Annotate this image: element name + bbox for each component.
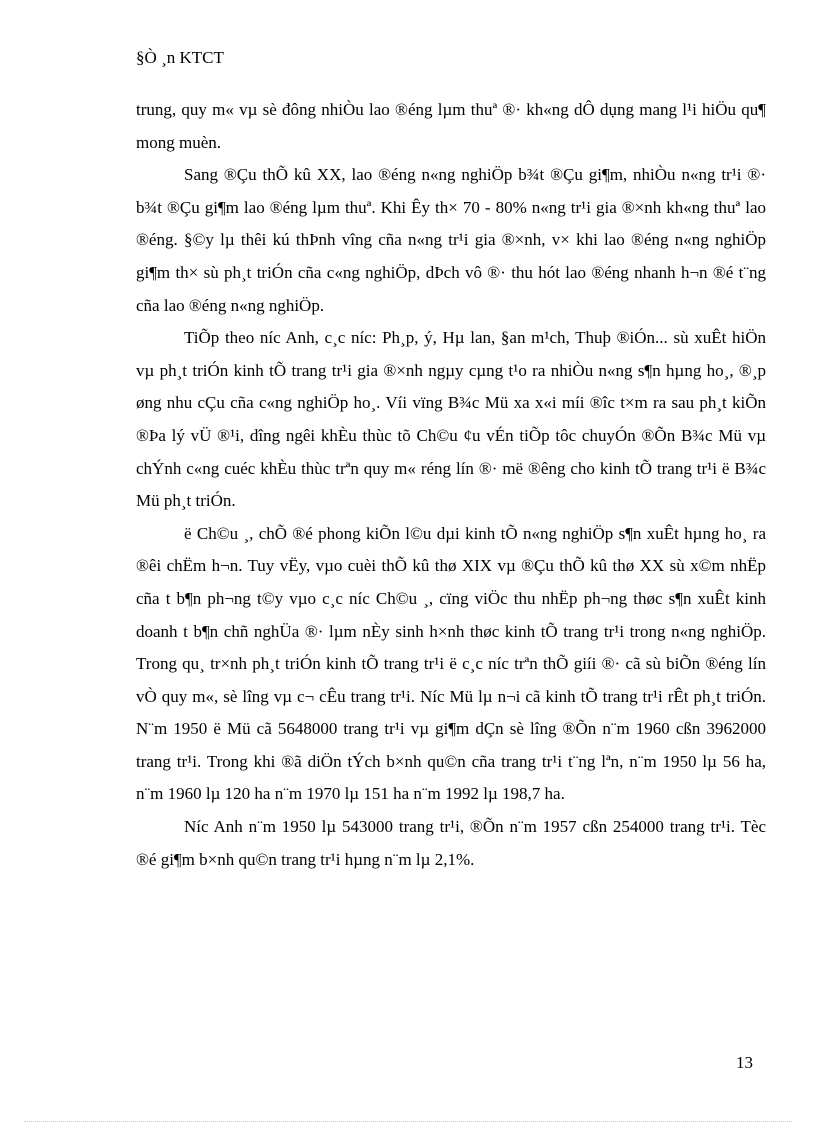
- page-number: 13: [736, 1053, 753, 1072]
- paragraph: Níc Anh n¨m 1950 lµ 543000 trang tr¹i, ®Õn n¨m 1957 cßn 254000 trang tr¹i. Tèc ®é gi¶m b×nh qu©n trang tr¹i hµng n¨m lµ 2,1%.: [136, 817, 766, 869]
- footer-divider: [24, 1121, 792, 1122]
- paragraph: trung, quy m« vµ sè đông nhiÒu lao ®éng lµm thuª ®· kh«ng dÔ dụng mang l¹i hiÖu qu¶ mong muèn.: [136, 100, 766, 152]
- paragraph: ë Ch©u ¸, chÕ ®é phong kiÕn l©u dµi kinh tÕ n«ng nghiÖp s¶n xuÊt hµng ho¸ ra ®êi chËm h¬n. Tuy vËy, vµo cuèi thÕ kû thø XIX vµ ®Çu thÕ kû thø XX sù x©m nhËp cña t b¶n ph¬ng t©y vµo c¸c níc Ch©u ¸, cïng viÖc thu nhËp ph¬ng thøc s¶n xuÊt kinh doanh t b¶n chñ nghÜa ®· lµm nÈy sinh h×nh thøc kinh tÕ trang tr¹i trong n«ng nghiÖp. Trong qu¸ tr×nh ph¸t triÓn kinh tÕ trang tr¹i ë c¸c níc trªn thÕ giíi ®· cã sù biÕn ®éng lín vÒ quy m«, sè lîng vµ c¬ cÊu trang tr¹i. Níc Mü lµ n¬i cã kinh tÕ trang tr¹i rÊt ph¸t triÓn. N¨m 1950 ë Mü cã 5648000 trang tr¹i vµ gi¶m dÇn sè lîng ®Õn n¨m 1960 cßn 3962000 trang tr¹i. Trong khi ®ã diÖn tÝch b×nh qu©n cña trang tr¹i t¨ng lªn, n¨m 1950 lµ 56 ha, n¨m 1960 lµ 120 ha n¨m 1970 lµ 151 ha n¨m 1992 lµ 198,7 ha.: [136, 523, 766, 804]
- page-header: §Ò ¸n KTCT: [136, 48, 224, 67]
- paragraph: Sang ®Çu thÕ kû XX, lao ®éng n«ng nghiÖp b¾t ®Çu gi¶m, nhiÒu n«ng tr¹i ®· b¾t ®Çu gi¶m lao ®éng lµm thuª. Khi Êy th× 70 - 80% n«ng tr¹i gia ®×nh kh«ng thuª lao ®éng. §©y lµ thêi kú thÞnh vîng cña n«ng tr¹i gia ®×nh, v× khi lao ®éng n«ng nghiÖp gi¶m th× sù ph¸t triÓn cña c«ng nghiÖp, dÞch vô ®· thu hót lao ®éng nhanh h¬n ®é t¨ng cña lao ®éng n«ng nghiÖp.: [136, 165, 766, 315]
- paragraph: TiÕp theo níc Anh, c¸c níc: Ph¸p, ý, Hµ lan, §an m¹ch, Thuþ ®iÓn... sù xuÊt hiÖn vµ ph¸t triÓn kinh tÕ trang tr¹i gia ®×nh ngµy cµng t¹o ra nhiÒu n«ng s¶n hµng ho¸, ®¸p øng nhu cÇu cña c«ng nghiÖp ho¸. Víi vïng B¾c Mü xa x«i míi ®îc t×m ra sau ph¸t kiÕn ®Þa lý vÜ ®¹i, dîng ngêi khÈu thùc tõ Ch©u ¢u vÉn tiÕp tôc chuyÓn ®Õn B¾c Mü vµ chÝnh c«ng cuéc khÈu thùc trªn quy m« réng lín ®· më ®êng cho kinh tÕ trang tr¹i ë B¾c Mü ph¸t triÓn.: [136, 328, 766, 511]
- body-text: [136, 94, 766, 876]
